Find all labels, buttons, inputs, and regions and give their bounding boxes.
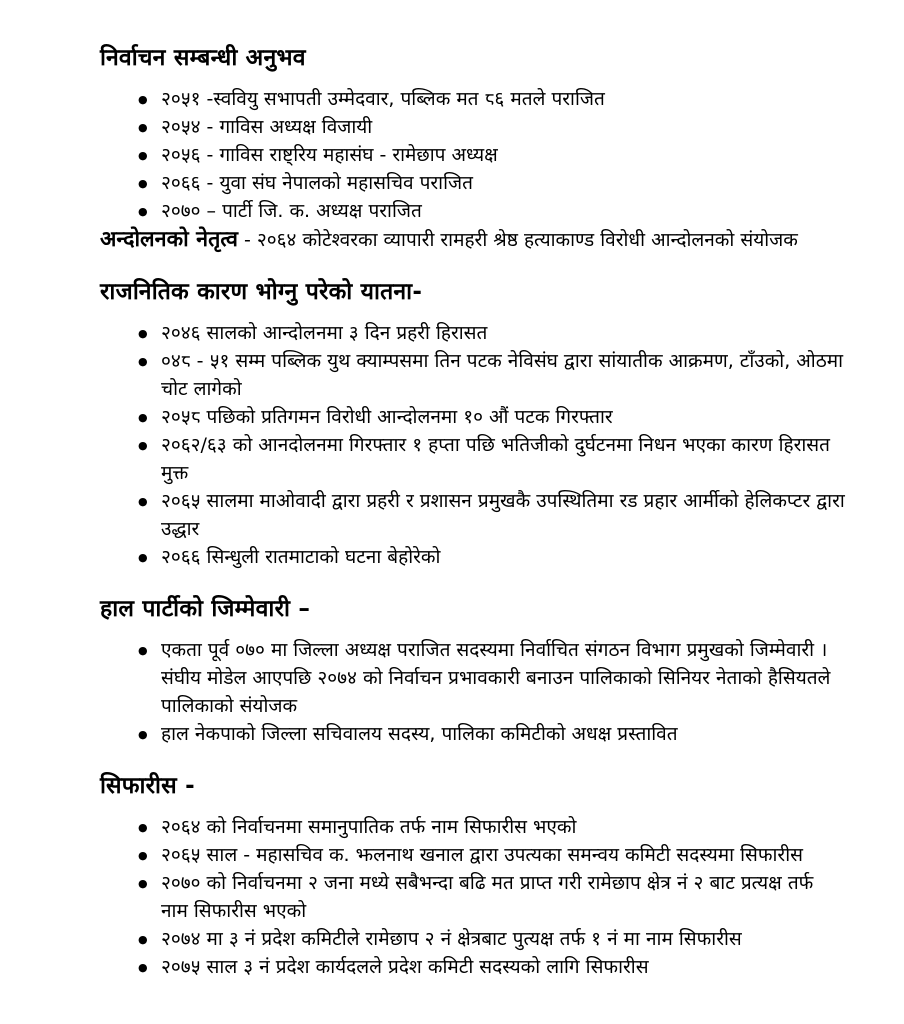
bullet-list-recommendations xyxy=(100,813,846,981)
lead-paragraph-bold-label: अन्दोलनको नेतृत्व xyxy=(100,227,238,252)
list-item: ● २०४६ सालको आन्दोलनमा ३ दिन प्रहरी हिरासत xyxy=(138,319,846,347)
list-item: ● २०६६ सिन्धुली रातमाटाको घटना बेहोरेको xyxy=(138,543,846,571)
list-item: ● २०६५ सालमा माओवादी द्वारा प्रहरी र प्रशासन प्रमुखकै उपस्थितिमा रड प्रहार आर्मीको हेलिकप्टर द्वारा उद्धार xyxy=(138,487,846,543)
list-item: ● २०५८ पछिको प्रतिगमन विरोधी आन्दोलनमा १० औं पटक गिरफ्तार xyxy=(138,403,846,431)
section-movement-leadership xyxy=(100,226,846,254)
lead-paragraph-text: - २०६४ कोटेश्वरका व्यापारी रामहरी श्रेष्ठ हत्याकाण्ड विरोधी आन्दोलनको संयोजक xyxy=(237,229,798,251)
section-political-torture xyxy=(100,276,846,571)
lead-paragraph-movement-leadership xyxy=(100,226,846,254)
list-item: ● २०६२/६३ को आनदोलनमा गिरफ्तार १ हप्ता पछि भतिजीको दुर्घटनमा निधन भएका कारण हिरासत मुक्त xyxy=(138,431,846,487)
list-item: ● हाल नेकपाको जिल्ला सचिवालय सदस्य, पालिका कमिटीको अधक्ष प्रस्तावित xyxy=(138,720,846,748)
list-item: ● २०७४ मा ३ नं प्रदेश कमिटीले रामेछाप २ नं क्षेत्रबाट पुत्यक्ष तर्फ १ नं मा नाम सिफारीस xyxy=(138,925,846,953)
list-item: ● २०६६ - युवा संघ नेपालको महासचिव पराजित xyxy=(138,169,846,197)
section-heading-recommendations: सिफारीस - xyxy=(100,773,195,799)
bullet-list-political-torture xyxy=(100,319,846,571)
list-item: ● ०४८ - ५१ सम्म पब्लिक युथ क्याम्पसमा तिन पटक नेविसंघ द्वारा सांयातीक आक्रमण, टाँउको, ओठमा चोट लागेको xyxy=(138,347,846,403)
section-current-party-responsibility xyxy=(100,593,846,748)
list-item: ● २०५४ - गाविस अध्यक्ष विजायी xyxy=(138,113,846,141)
section-heading-political-torture: राजनितिक कारण भोग्नु परेको यातना- xyxy=(100,279,423,305)
list-item: ● २०५६ - गाविस राष्ट्रिय महासंघ - रामेछाप अध्यक्ष xyxy=(138,141,846,169)
list-item: ● २०७० – पार्टी जि. क. अध्यक्ष पराजित xyxy=(138,197,846,225)
list-item: ● २०७० को निर्वाचनमा २ जना मध्ये सबैभन्दा बढि मत प्राप्त गरी रामेछाप क्षेत्र नं २ बाट प्रत्यक्ष तर्फ नाम सिफारीस भएको xyxy=(138,869,846,925)
section-heading-election-experience: निर्वाचन सम्बन्धी अनुभव xyxy=(100,45,306,71)
bullet-list-election-experience xyxy=(100,85,846,225)
list-item: ● एकता पूर्व ०७० मा जिल्ला अध्यक्ष पराजित सदस्यमा निर्वाचित संगठन विभाग प्रमुखको जिम्मेवारी । संघीय मोडेल आएपछि २०७४ को निर्वाचन प्रभावकारी बनाउन पालिकाको सिनियर नेताको हैसियतले पालिकाको संयोजक xyxy=(138,636,846,720)
list-item: ● २०५१ -स्ववियु सभापती उम्मेदवार, पब्लिक मत ८६ मतले पराजित xyxy=(138,85,846,113)
list-item: ● २०७५ साल ३ नं प्रदेश कार्यदलले प्रदेश कमिटी सदस्यको लागि सिफारीस xyxy=(138,953,846,981)
bullet-list-current-party-responsibility xyxy=(100,636,846,748)
section-recommendations xyxy=(100,770,846,981)
section-election-experience xyxy=(100,42,846,225)
list-item: ● २०६४ को निर्वाचनमा समानुपातिक तर्फ नाम सिफारीस भएको xyxy=(138,813,846,841)
list-item: ● २०६५ साल - महासचिव क. झलनाथ खनाल द्वारा उपत्यका समन्वय कमिटी सदस्यमा सिफारीस xyxy=(138,841,846,869)
section-heading-current-party-responsibility: हाल पार्टीको जिम्मेवारी – xyxy=(100,596,311,622)
